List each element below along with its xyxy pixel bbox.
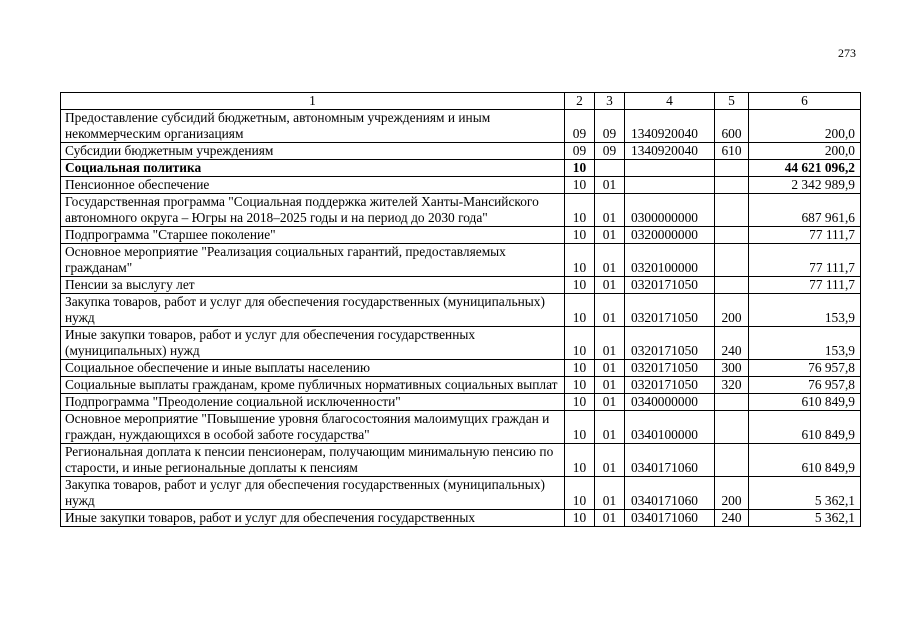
cell-section: 10 (565, 294, 595, 327)
cell-name: Социальная политика (61, 160, 565, 177)
table-row (61, 360, 861, 377)
cell-expense-type (715, 277, 749, 294)
cell-expense-type: 240 (715, 510, 749, 527)
cell-expense-type: 200 (715, 477, 749, 510)
cell-section: 10 (565, 194, 595, 227)
table-row (61, 327, 861, 360)
cell-expense-type (715, 411, 749, 444)
cell-subsection: 01 (595, 444, 625, 477)
cell-target-article: 1340920040 (625, 110, 715, 143)
column-header-4: 4 (625, 93, 715, 110)
cell-expense-type (715, 160, 749, 177)
cell-name: Предоставление субсидий бюджетным, автономным учреждениям и иным некоммерческим организациям (61, 110, 565, 143)
cell-target-article: 0340100000 (625, 411, 715, 444)
cell-section: 09 (565, 110, 595, 143)
cell-name: Социальное обеспечение и иные выплаты населению (61, 360, 565, 377)
cell-section: 10 (565, 394, 595, 411)
table-row (61, 110, 861, 143)
cell-expense-type: 300 (715, 360, 749, 377)
table-row (61, 244, 861, 277)
column-header-6: 6 (749, 93, 861, 110)
cell-expense-type (715, 244, 749, 277)
cell-target-article: 0320100000 (625, 244, 715, 277)
table-row (61, 277, 861, 294)
cell-expense-type (715, 394, 749, 411)
column-header-1: 1 (61, 93, 565, 110)
cell-section: 10 (565, 327, 595, 360)
cell-name: Иные закупки товаров, работ и услуг для обеспечения государственных (муниципальных) нужд (61, 327, 565, 360)
cell-subsection: 01 (595, 277, 625, 294)
cell-amount: 44 621 096,2 (749, 160, 861, 177)
cell-amount: 200,0 (749, 110, 861, 143)
table-row (61, 411, 861, 444)
cell-section: 09 (565, 143, 595, 160)
table-row (61, 477, 861, 510)
cell-subsection: 01 (595, 411, 625, 444)
cell-target-article: 0340000000 (625, 394, 715, 411)
cell-name: Пенсии за выслугу лет (61, 277, 565, 294)
cell-amount: 153,9 (749, 327, 861, 360)
cell-amount: 76 957,8 (749, 377, 861, 394)
table-row (61, 177, 861, 194)
cell-expense-type: 320 (715, 377, 749, 394)
cell-subsection: 01 (595, 360, 625, 377)
cell-expense-type (715, 194, 749, 227)
cell-section: 10 (565, 177, 595, 194)
cell-amount: 77 111,7 (749, 244, 861, 277)
cell-name: Субсидии бюджетным учреждениям (61, 143, 565, 160)
cell-section: 10 (565, 510, 595, 527)
cell-expense-type: 240 (715, 327, 749, 360)
column-header-3: 3 (595, 93, 625, 110)
table-row (61, 194, 861, 227)
cell-name: Региональная доплата к пенсии пенсионерам, получающим минимальную пенсию по старости, и иные региональные доплаты к пенсиям (61, 444, 565, 477)
cell-name: Подпрограмма "Преодоление социальной исключенности" (61, 394, 565, 411)
cell-name: Закупка товаров, работ и услуг для обеспечения государственных (муниципальных) нужд (61, 477, 565, 510)
cell-expense-type (715, 444, 749, 477)
cell-amount: 200,0 (749, 143, 861, 160)
table-row (61, 444, 861, 477)
cell-name: Основное мероприятие "Повышение уровня благосостояния малоимущих граждан и граждан, нуждающихся в особой заботе государства" (61, 411, 565, 444)
cell-amount: 76 957,8 (749, 360, 861, 377)
table-row (61, 227, 861, 244)
cell-amount: 610 849,9 (749, 411, 861, 444)
cell-target-article: 0320171050 (625, 377, 715, 394)
table-row (61, 377, 861, 394)
cell-amount: 2 342 989,9 (749, 177, 861, 194)
cell-section: 10 (565, 244, 595, 277)
cell-amount: 687 961,6 (749, 194, 861, 227)
cell-subsection: 01 (595, 227, 625, 244)
cell-subsection: 01 (595, 177, 625, 194)
table-row (61, 160, 861, 177)
cell-name: Иные закупки товаров, работ и услуг для обеспечения государственных (61, 510, 565, 527)
cell-expense-type: 610 (715, 143, 749, 160)
budget-table-body (61, 93, 861, 527)
cell-section: 10 (565, 360, 595, 377)
column-header-5: 5 (715, 93, 749, 110)
cell-target-article: 0320000000 (625, 227, 715, 244)
cell-target-article: 0340171060 (625, 510, 715, 527)
cell-name: Пенсионное обеспечение (61, 177, 565, 194)
cell-target-article: 0320171050 (625, 327, 715, 360)
cell-name: Социальные выплаты гражданам, кроме публичных нормативных социальных выплат (61, 377, 565, 394)
table-row (61, 394, 861, 411)
cell-section: 10 (565, 377, 595, 394)
table-row (61, 294, 861, 327)
cell-section: 10 (565, 227, 595, 244)
cell-amount: 610 849,9 (749, 394, 861, 411)
cell-amount: 153,9 (749, 294, 861, 327)
cell-subsection: 01 (595, 327, 625, 360)
cell-target-article (625, 177, 715, 194)
cell-section: 10 (565, 160, 595, 177)
page-number: 273 (838, 46, 856, 60)
cell-subsection: 01 (595, 244, 625, 277)
cell-subsection: 01 (595, 510, 625, 527)
cell-section: 10 (565, 477, 595, 510)
cell-section: 10 (565, 444, 595, 477)
cell-target-article (625, 160, 715, 177)
cell-name: Государственная программа "Социальная поддержка жителей Ханты-Мансийского автономного округа – Югры на 2018–2025 годы и на период до 2030 года" (61, 194, 565, 227)
cell-section: 10 (565, 277, 595, 294)
table-row (61, 143, 861, 160)
cell-amount: 5 362,1 (749, 510, 861, 527)
cell-amount: 5 362,1 (749, 477, 861, 510)
cell-name: Закупка товаров, работ и услуг для обеспечения государственных (муниципальных) нужд (61, 294, 565, 327)
cell-target-article: 0340171060 (625, 444, 715, 477)
cell-target-article: 0320171050 (625, 294, 715, 327)
cell-amount: 77 111,7 (749, 277, 861, 294)
column-header-2: 2 (565, 93, 595, 110)
cell-target-article: 0320171050 (625, 277, 715, 294)
cell-target-article: 1340920040 (625, 143, 715, 160)
cell-subsection: 09 (595, 110, 625, 143)
cell-name: Основное мероприятие "Реализация социальных гарантий, предоставляемых гражданам" (61, 244, 565, 277)
cell-target-article: 0340171060 (625, 477, 715, 510)
table-header-row (61, 93, 861, 110)
cell-subsection: 01 (595, 377, 625, 394)
cell-subsection: 09 (595, 143, 625, 160)
cell-expense-type: 600 (715, 110, 749, 143)
budget-table (60, 92, 861, 527)
cell-subsection (595, 160, 625, 177)
cell-expense-type (715, 177, 749, 194)
cell-subsection: 01 (595, 294, 625, 327)
cell-subsection: 01 (595, 477, 625, 510)
cell-amount: 77 111,7 (749, 227, 861, 244)
cell-target-article: 0320171050 (625, 360, 715, 377)
cell-expense-type: 200 (715, 294, 749, 327)
cell-subsection: 01 (595, 394, 625, 411)
cell-expense-type (715, 227, 749, 244)
cell-subsection: 01 (595, 194, 625, 227)
cell-amount: 610 849,9 (749, 444, 861, 477)
cell-name: Подпрограмма "Старшее поколение" (61, 227, 565, 244)
cell-section: 10 (565, 411, 595, 444)
cell-target-article: 0300000000 (625, 194, 715, 227)
table-row (61, 510, 861, 527)
